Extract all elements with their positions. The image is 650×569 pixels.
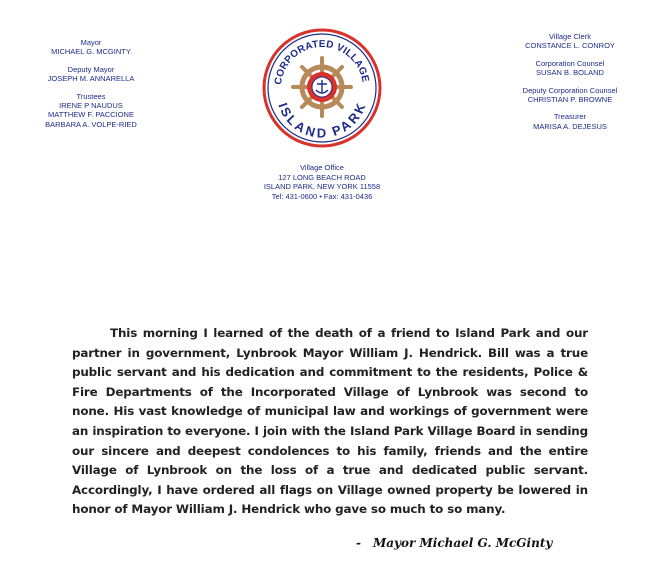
official-name: BARBARA A. VOLPE-RIED [45, 119, 137, 129]
official-trustees [16, 92, 166, 130]
official-name: SUSAN B. BOLAND [536, 68, 604, 78]
official-name: JOSEPH M. ANNARELLA [47, 74, 135, 84]
official-role: Trustees [76, 91, 106, 101]
office-title: Village Office [300, 163, 344, 172]
seal-top-text: CORPORATED VILLAGE [273, 38, 371, 86]
official-role: Deputy Corporation Counsel [522, 85, 618, 95]
official-role: Corporation Counsel [535, 58, 605, 68]
official-role: Village Clerk [549, 32, 591, 41]
letter-body [72, 324, 588, 520]
seal-graphic [262, 22, 382, 148]
official-village-clerk [495, 32, 645, 51]
letter-paragraph: This morning I learned of the death of a friend to Island Park and our partner in government, Lynbrook Mayor William J. Hendrick. Bill was a true public servant and his dedication and commitment to the residents, Police & Fire Departments of the Incorporated Village of Lynbrook was second to none. His vast knowledge of municipal law and workings of government were an inspiration to everyone. I join with the Island Park Village Board in sending our sincere and deepest condolences to his family, friends and the entire Village of Lynbrook on the loss of a true and dedicated public servant. Accordingly, I have ordered all flags on Village owned property be lowered in honor of Mayor William J. Hendrick who gave so much to so many. [72, 326, 588, 517]
official-name: MICHAEL G. MCGINTY [51, 47, 131, 57]
ship-wheel-icon [293, 58, 351, 116]
official-name: MATTHEW F. PACCIONE [48, 110, 134, 120]
official-mayor [16, 38, 166, 57]
signature-line [356, 536, 596, 550]
official-corporation-counsel [495, 59, 645, 78]
official-role: Mayor [80, 38, 102, 47]
office-address-line-2: ISLAND PARK, NEW YORK 11558 [263, 182, 381, 192]
official-deputy-mayor [16, 65, 166, 84]
signature: Mayor Michael G. McGinty [372, 536, 553, 550]
official-role: Deputy Mayor [67, 64, 115, 74]
official-deputy-corporation-counsel [495, 86, 645, 105]
signature-dash: - [356, 536, 361, 550]
office-phone-fax: Tel: 431-0600 • Fax: 431-0436 [271, 191, 373, 201]
official-name: CHRISTIAN P. BROWNE [527, 95, 613, 105]
village-seal-logo [262, 22, 382, 148]
official-role: Treasurer [553, 112, 587, 122]
officials-right [495, 32, 645, 139]
village-office-address [222, 163, 422, 201]
official-name: MARISA A. DEJESUS [533, 121, 607, 131]
official-name: IRENE P NAUDUS [59, 101, 123, 111]
officials-left [16, 38, 166, 137]
seal-bottom-text: ISLAND PARK [275, 100, 369, 141]
official-treasurer [495, 112, 645, 131]
office-address-line-1: 127 LONG BEACH ROAD [278, 172, 366, 182]
official-name: CONSTANCE L. CONROY [525, 41, 615, 51]
